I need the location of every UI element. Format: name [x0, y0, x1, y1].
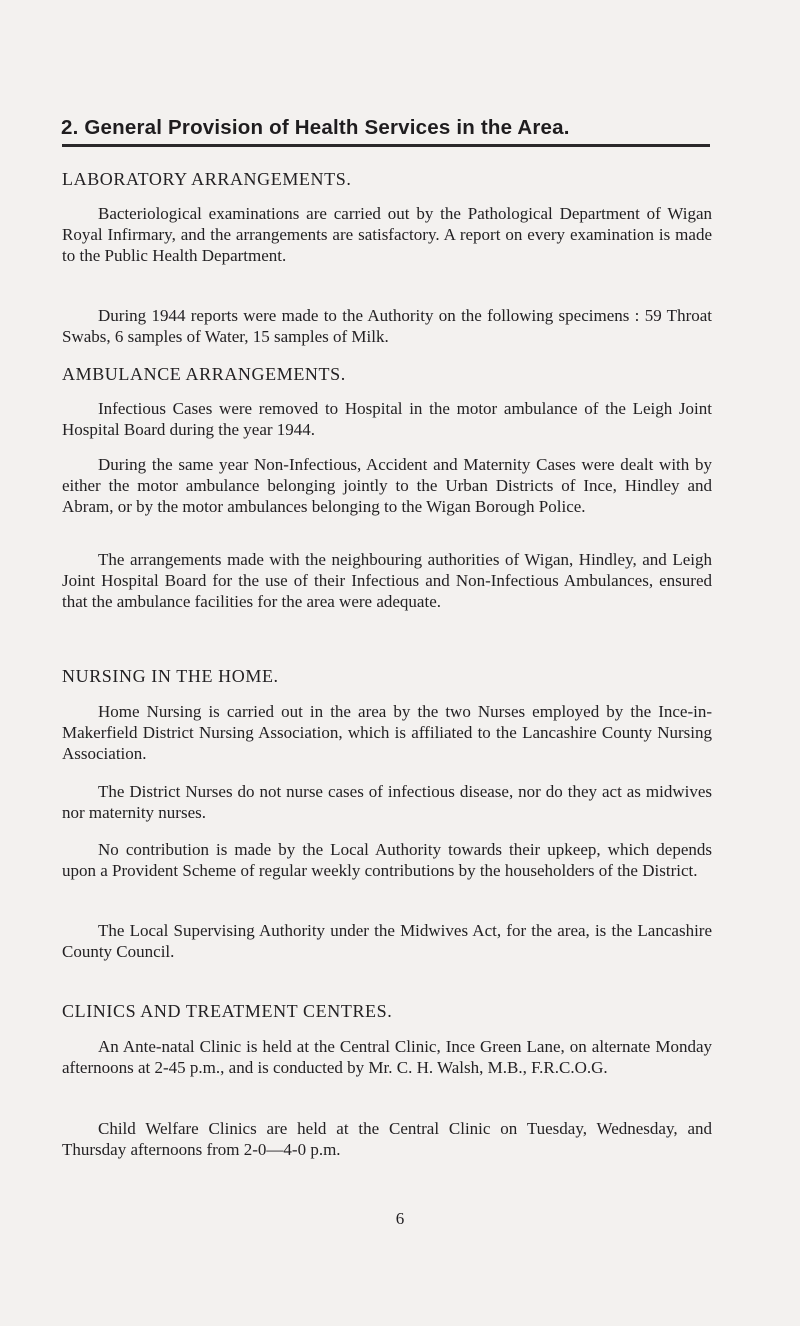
- page-number: 6: [395, 1209, 405, 1228]
- paragraph-clinics-1: An Ante-natal Clinic is held at the Central Clinic, Ince Green Lane, on alternate Monday afternoons at 2-45 p.m., and is conducted by Mr. C. H. Walsh, M.B., F.R.C.O.G.: [62, 1037, 712, 1077]
- section-title-clinics: CLINICS AND TREATMENT CENTRES.: [62, 1001, 393, 1021]
- paragraph-nursing-3: No contribution is made by the Local Authority towards their upkeep, which depends upon a Provident Scheme of regular weekly contributions by the householders of the District.: [62, 840, 712, 880]
- paragraph-ambulance-3: The arrangements made with the neighbouring authorities of Wigan, Hindley, and Leigh Joint Hospital Board for the use of their Infectious and Non-Infectious Ambulances, ensured that the ambulance facilities for the area were adequate.: [62, 550, 712, 611]
- paragraph-nursing-2: The District Nurses do not nurse cases of infectious disease, nor do they act as midwives nor maternity nurses.: [62, 782, 712, 822]
- page-heading: 2. General Provision of Health Services in the Area.: [61, 116, 570, 139]
- paragraph-laboratory-1: Bacteriological examinations are carried out by the Pathological Department of Wigan Royal Infirmary, and the arrangements are satisfactory. A report on every examination is made to the Public Health Department.: [62, 204, 712, 265]
- paragraph-ambulance-1: Infectious Cases were removed to Hospital in the motor ambulance of the Leigh Joint Hospital Board during the year 1944.: [62, 399, 712, 439]
- heading-rule: [62, 144, 710, 147]
- paragraph-ambulance-2: During the same year Non-Infectious, Accident and Maternity Cases were dealt with by either the motor ambulance belonging jointly to the Urban Districts of Ince, Hindley and Abram, or by the motor ambulances belonging to the Wigan Borough Police.: [62, 455, 712, 516]
- section-title-laboratory: LABORATORY ARRANGEMENTS.: [62, 169, 352, 189]
- paragraph-nursing-4: The Local Supervising Authority under the Midwives Act, for the area, is the Lancashire County Council.: [62, 921, 712, 961]
- paragraph-nursing-1: Home Nursing is carried out in the area by the two Nurses employed by the Ince-in-Makerfield District Nursing Association, which is affiliated to the Lancashire County Nursing Association.: [62, 702, 712, 763]
- section-title-ambulance: AMBULANCE ARRANGEMENTS.: [62, 364, 346, 384]
- section-title-nursing: NURSING IN THE HOME.: [62, 666, 279, 686]
- paragraph-clinics-2: Child Welfare Clinics are held at the Central Clinic on Tuesday, Wednesday, and Thursday afternoons from 2-0—4-0 p.m.: [62, 1119, 712, 1159]
- paragraph-laboratory-2: During 1944 reports were made to the Authority on the following specimens : 59 Throat Swabs, 6 samples of Water, 15 samples of Milk.: [62, 306, 712, 346]
